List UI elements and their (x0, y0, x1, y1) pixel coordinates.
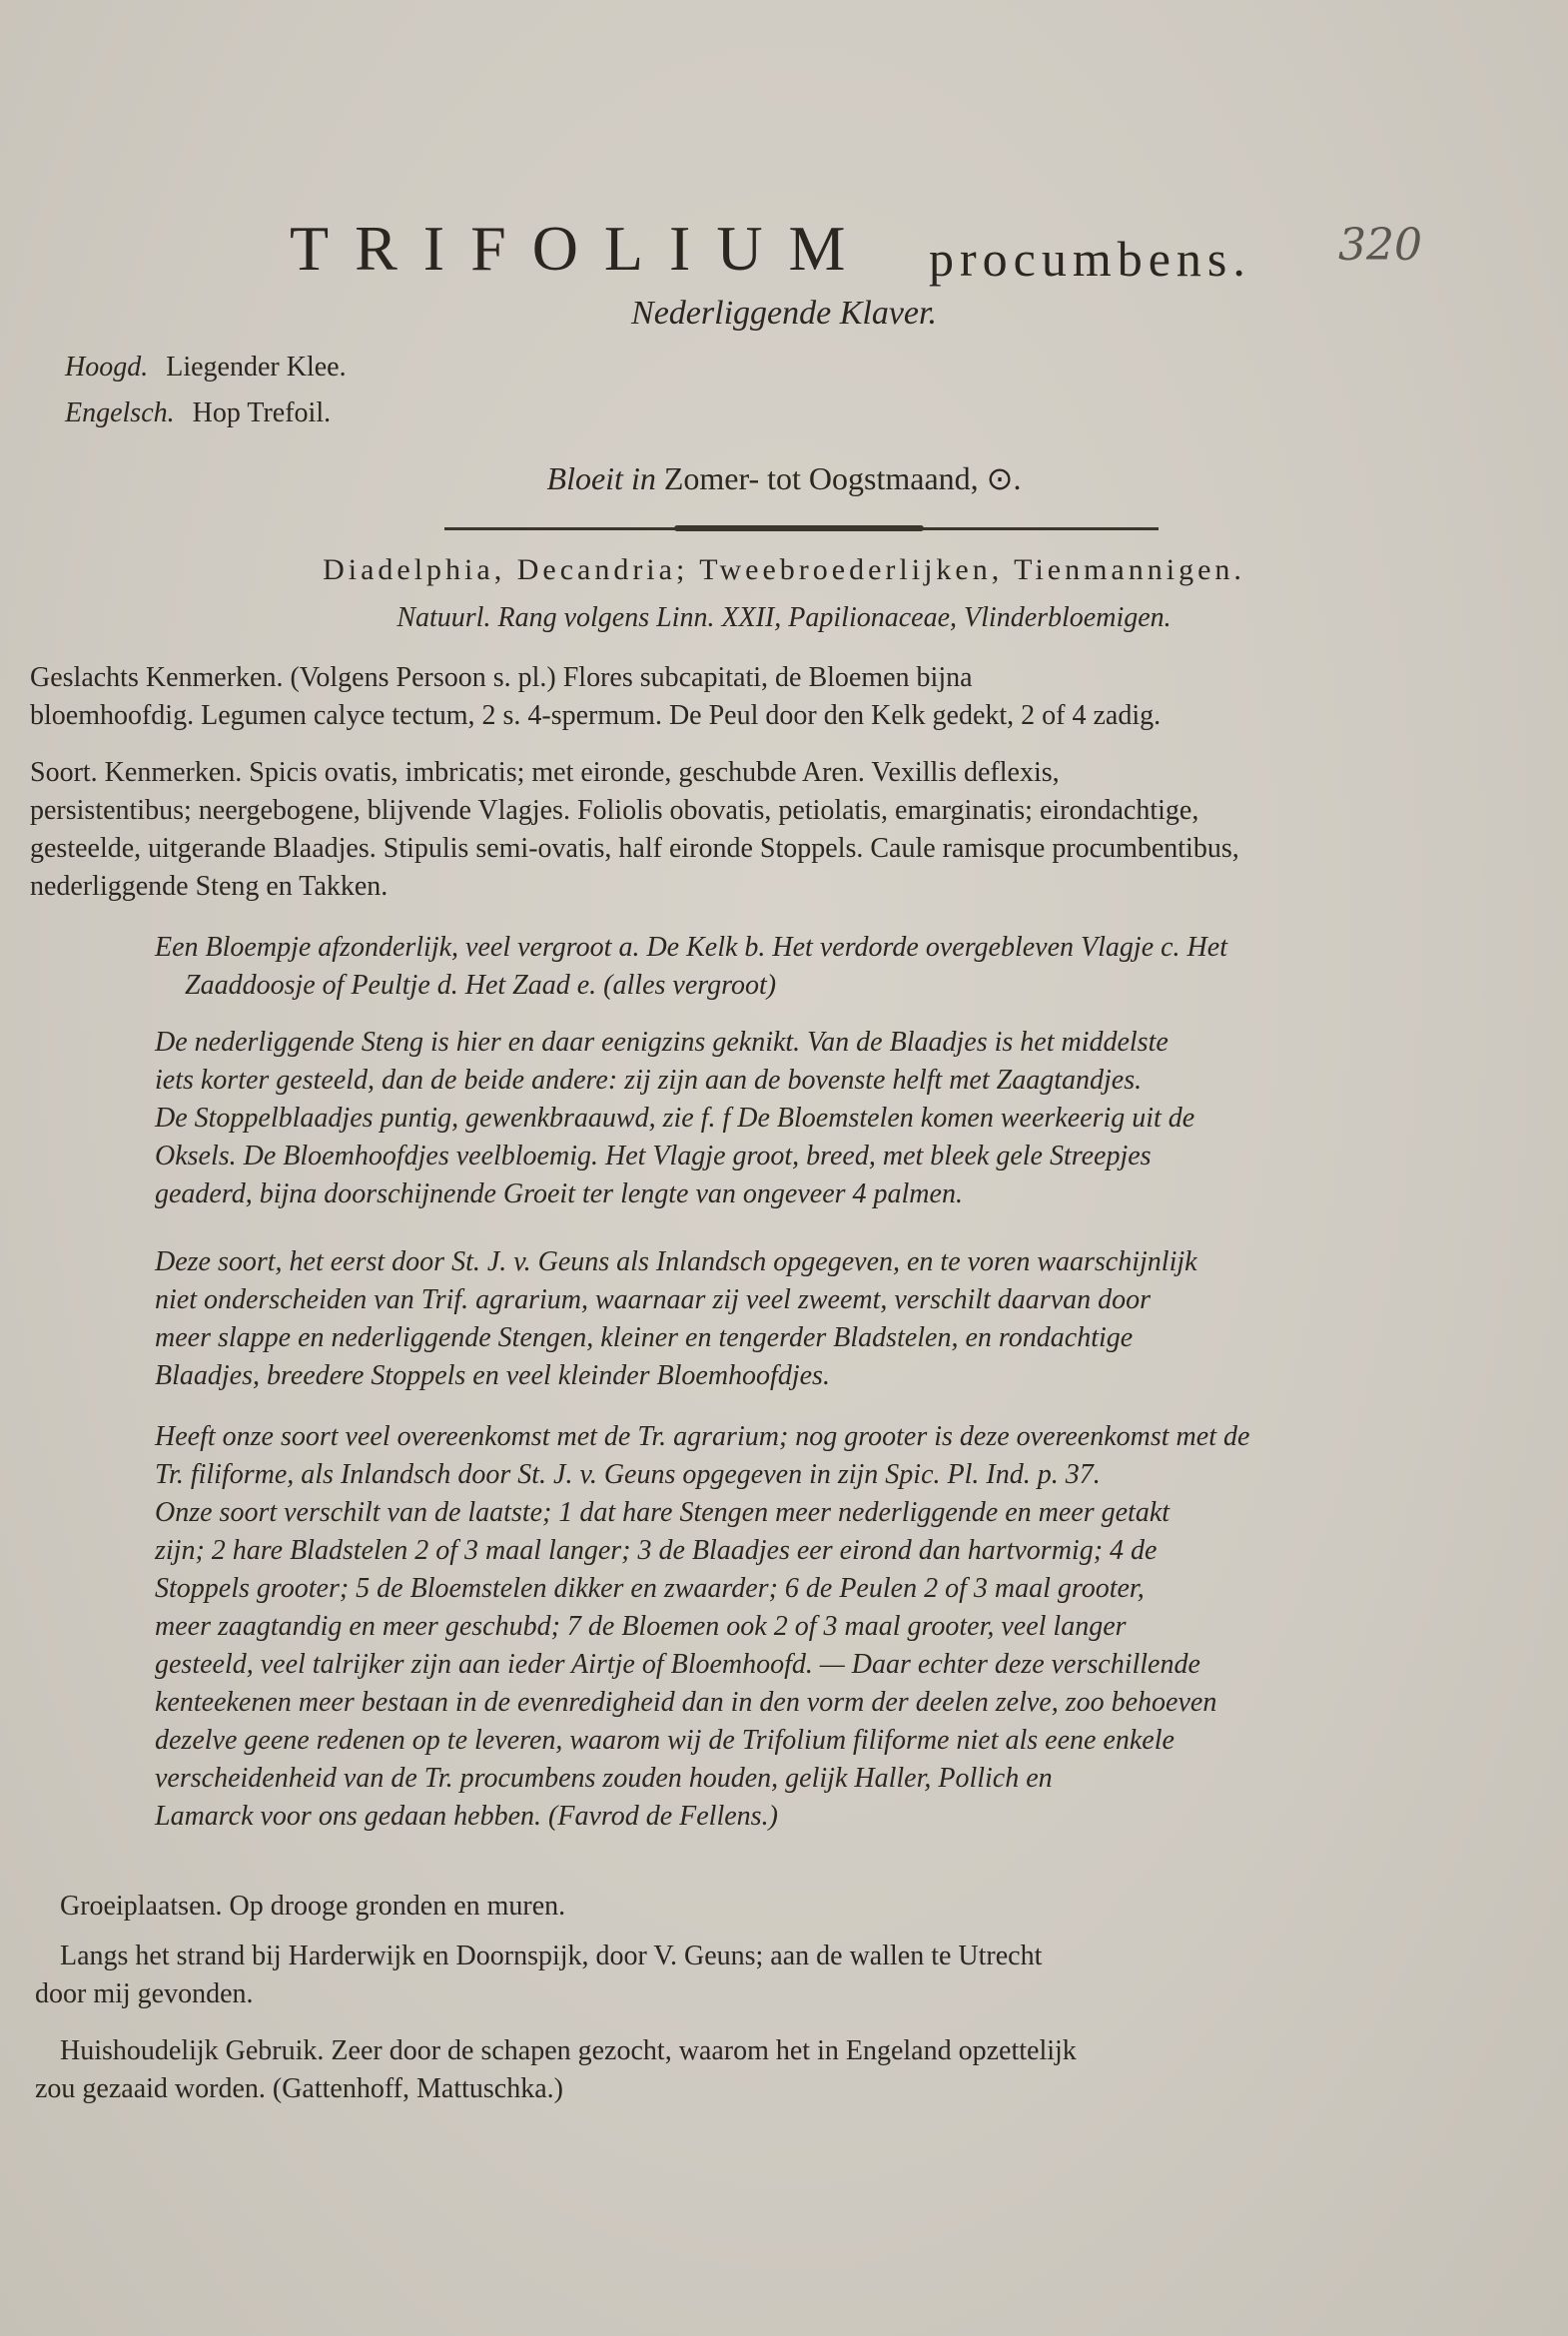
dutch-name: Nederliggende Klaver. (631, 295, 937, 332)
text-line: Zaaddoosje of Peultje d. Het Zaad e. (alles vergroot) (185, 970, 777, 1001)
text-line: gesteeld, veel talrijker zijn aan ieder Airtje of Bloemhoofd. — Daar echter deze verschillende (155, 1649, 1200, 1680)
deze-soort-paragraph (155, 1243, 1523, 1395)
text-line: geaderd, bijna doorschijnende Groeit ter lengte van ongeveer 4 palmen. (155, 1178, 963, 1209)
text-line: Een Bloempje afzonderlijk, veel vergroot a. De Kelk b. Het verdorde overgebleven Vlagje c. Het (155, 932, 1227, 963)
text-line: zou gezaaid worden. (Gattenhoff, Mattuschka.) (35, 2073, 563, 2104)
text-line: iets korter gesteeld, dan de beide andere: zij zijn aan de bovenste helft met Zaagtandjes. (155, 1065, 1143, 1096)
geslachts-kenmerken (30, 659, 1538, 735)
text-line: meer zaagtandig en meer geschubd; 7 de Bloemen ook 2 of 3 maal grooter, veel langer (155, 1611, 1127, 1642)
classification-line-1: Diadelphia, Decandria; Tweebroederlijken, Tienmannigen. (323, 553, 1245, 586)
vernacular-value: Liegender Klee. (166, 352, 347, 383)
text-line: door mij gevonden. (35, 1978, 254, 2009)
text-line: nederliggende Steng en Takken. (30, 871, 389, 902)
vernacular-value: Hop Trefoil. (192, 397, 332, 428)
text-line: Langs het strand bij Harderwijk en Doornspijk, door V. Geuns; aan de wallen te Utrecht (60, 1941, 1043, 1971)
text-line: Stoppels grooter; 5 de Bloemstelen dikker en zwaarder; 6 de Peulen 2 of 3 maal grooter, (155, 1573, 1145, 1604)
pencil-number: 320 (1338, 220, 1422, 271)
text-line: gesteelde, uitgerande Blaadjes. Stipulis semi-ovatis, half eironde Stoppels. Caule ramisque procumbentibus, (30, 833, 1239, 864)
text-line: kenteekenen meer bestaan in de evenredigheid dan in den vorm der deelen zelve, zoo behoeven (155, 1687, 1217, 1718)
title-row (290, 212, 1488, 292)
figure-legend (155, 929, 1523, 1005)
text-line: niet onderscheiden van Trif. agrarium, waarnaar zij veel zweemt, verschilt daarvan door (155, 1284, 1152, 1315)
flowering-italic: Bloeit in (546, 460, 656, 496)
vernacular-label: Hoogd. (65, 352, 149, 383)
flowering-months: Zomer- tot Oogstmaand, (663, 460, 979, 496)
description-paragraph (155, 1024, 1523, 1213)
text-line: persistentibus; neergebogene, blijvende Vlagjes. Foliolis obovatis, petiolatis, emarginatis; eirondachtige, (30, 795, 1199, 826)
text-line: De Stoppelblaadjes puntig, gewenkbraauwd, zie f. f De Bloemstelen komen weerkeerig uit de (155, 1103, 1195, 1134)
text-line: Huishoudelijk Gebruik. Zeer door de schapen gezocht, waarom het in Engeland opzettelijk (60, 2035, 1077, 2066)
groeiplaatsen (60, 1888, 1568, 1926)
text-line: verscheidenheid van de Tr. procumbens zouden houden, gelijk Haller, Pollich en (155, 1763, 1053, 1794)
text-line: Blaadjes, breedere Stoppels en veel kleinder Bloemhoofdjes. (155, 1360, 830, 1391)
text-line: Lamarck voor ons gedaan hebben. (Favrod de Fellens.) (155, 1801, 778, 1832)
classification-line-2: Natuurl. Rang volgens Linn. XXII, Papilionaceae, Vlinderbloemigen. (396, 602, 1172, 633)
text-line: Geslachts Kenmerken. (Volgens Persoon s. pl.) Flores subcapitati, de Bloemen bijna (30, 662, 973, 693)
text-line: zijn; 2 hare Bladstelen 2 of 3 maal langer; 3 de Blaadjes eer eirond dan hartvormig; 4 de (155, 1535, 1158, 1566)
text-line: Soort. Kenmerken. Spicis ovatis, imbricatis; met eironde, geschubde Aren. Vexillis deflexis, (30, 757, 1060, 788)
text-line: meer slappe en nederliggende Stengen, kleiner en tengerder Bladstelen, en rondachtige (155, 1322, 1134, 1353)
vernacular-label: Engelsch. (65, 397, 175, 428)
text-line: Groeiplaatsen. Op drooge gronden en muren. (60, 1891, 566, 1922)
text-line: Tr. filiforme, als Inlandsch door St. J. v. Geuns opgegeven in zijn Spic. Pl. Ind. p. 37. (155, 1459, 1101, 1490)
flowering-line (0, 459, 1568, 497)
annual-symbol: ⊙. (986, 460, 1022, 496)
huishoudelijk-paragraph (35, 2032, 1568, 2108)
species-title: procumbens. (929, 231, 1251, 287)
langs-paragraph (35, 1938, 1568, 2013)
genus-title: TRIFOLIUM (290, 213, 872, 284)
text-line: dezelve geene redenen op te leveren, waarom wij de Trifolium filiforme niet als eene enkele (155, 1725, 1175, 1756)
heeft-paragraph (155, 1418, 1523, 1836)
text-line: bloemhoofdig. Legumen calyce tectum, 2 s. 4-spermum. De Peul door den Kelk gedekt, 2 of 4 zadig. (30, 700, 1162, 731)
vernacular-hoogd (65, 352, 347, 384)
text-line: Heeft onze soort veel overeenkomst met de Tr. agrarium; nog grooter is deze overeenkomst met de (155, 1421, 1250, 1452)
divider-rule (444, 527, 1159, 530)
text-line: De nederliggende Steng is hier en daar eenigzins geknikt. Van de Blaadjes is het middelste (155, 1027, 1169, 1058)
vernacular-engelsch (65, 397, 331, 429)
soort-kenmerken (30, 754, 1538, 906)
text-line: Onze soort verschilt van de laatste; 1 dat hare Stengen meer nederliggende en meer getakt (155, 1497, 1171, 1528)
text-line: Oksels. De Bloemhoofdjes veelbloemig. Het Vlagje groot, breed, met bleek gele Streepjes (155, 1141, 1152, 1171)
text-line: Deze soort, het eerst door St. J. v. Geuns als Inlandsch opgegeven, en te voren waarschijnlijk (155, 1246, 1197, 1277)
